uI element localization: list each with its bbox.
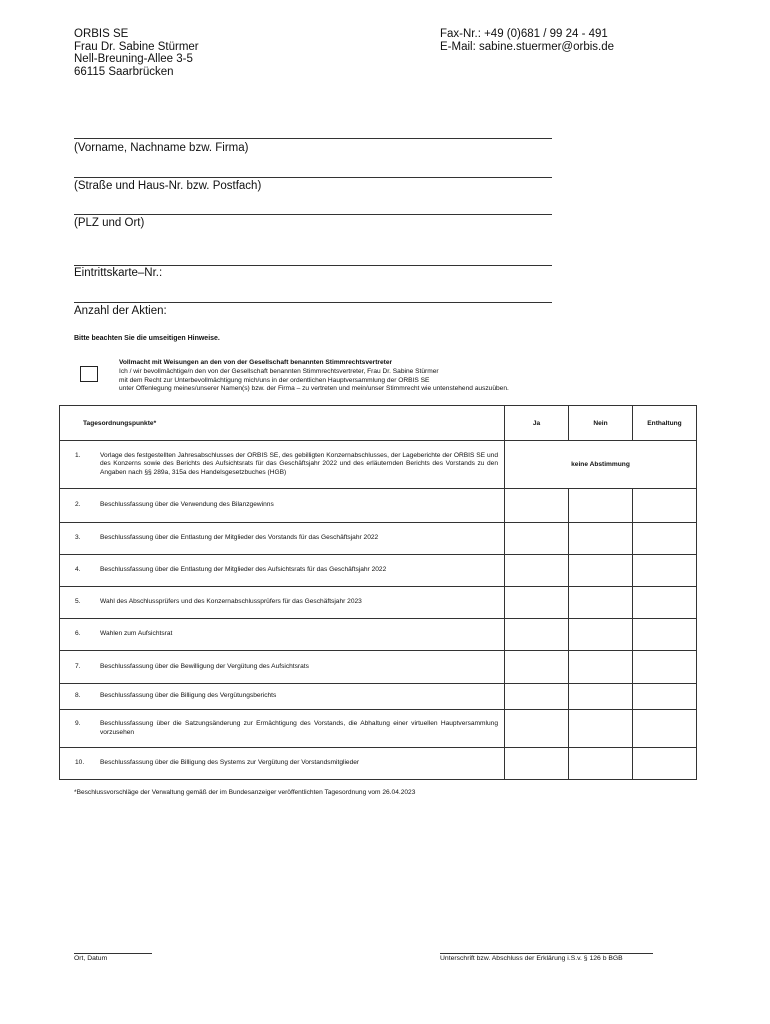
street-input-line[interactable] xyxy=(74,177,552,178)
agenda-item xyxy=(60,684,505,710)
agenda-number: 1. xyxy=(75,451,81,459)
table-row xyxy=(60,523,697,555)
vote-yes-cell[interactable] xyxy=(505,587,569,619)
place-date-line[interactable] xyxy=(74,953,152,954)
sender-city: 66115 Saarbrücken xyxy=(74,65,174,78)
sender-contact-info xyxy=(440,28,614,53)
place-date-label: Ort, Datum xyxy=(74,955,108,962)
agenda-item xyxy=(60,651,505,684)
city-field-label: (PLZ und Ort) xyxy=(74,217,145,229)
vote-yes-cell[interactable] xyxy=(505,489,569,523)
agenda-item xyxy=(60,710,505,748)
header-yes: Ja xyxy=(505,406,569,441)
table-row xyxy=(60,619,697,651)
agenda-number: 2. xyxy=(75,501,81,509)
vote-yes-cell[interactable] xyxy=(505,651,569,684)
vote-abstain-cell[interactable] xyxy=(633,619,697,651)
agenda-item xyxy=(60,441,505,489)
agenda-text: Wahlen zum Aufsichtsrat xyxy=(100,630,173,638)
vote-no-cell[interactable] xyxy=(569,523,633,555)
table-row xyxy=(60,489,697,523)
proxy-title: Vollmacht mit Weisungen an den von der Gesellschaft benannten Stimmrechtsvertreter xyxy=(119,359,393,366)
vote-yes-cell[interactable] xyxy=(505,748,569,780)
vote-abstain-cell[interactable] xyxy=(633,587,697,619)
header-topic: Tagesordnungspunkte* xyxy=(60,406,505,441)
table-row xyxy=(60,441,697,489)
sender-contact: Frau Dr. Sabine Stürmer xyxy=(74,40,199,53)
agenda-item xyxy=(60,489,505,523)
agenda-text: Beschlussfassung über die Entlastung der Mitglieder des Aufsichtsrats für das Geschäftsjahr 2022 xyxy=(100,566,387,574)
vote-no-cell[interactable] xyxy=(569,748,633,780)
table-row xyxy=(60,684,697,710)
shares-input-line[interactable] xyxy=(74,302,552,303)
agenda-text: Beschlussfassung über die Satzungsänderung zur Ermächtigung des Vorstands, die Abhaltung einer virtuellen Hauptversammlung vorzusehen xyxy=(100,719,498,736)
proxy-checkbox[interactable] xyxy=(80,366,98,382)
vote-no-cell[interactable] xyxy=(569,684,633,710)
agenda-number: 4. xyxy=(75,566,81,574)
table-row xyxy=(60,748,697,780)
ticket-input-line[interactable] xyxy=(74,265,552,266)
city-input-line[interactable] xyxy=(74,214,552,215)
agenda-item xyxy=(60,555,505,587)
agenda-text: Beschlussfassung über die Billigung des Systems zur Vergütung der Vorstandsmitglieder xyxy=(100,759,360,767)
vote-abstain-cell[interactable] xyxy=(633,684,697,710)
header-abstain: Enthaltung xyxy=(633,406,697,441)
agenda-number: 8. xyxy=(75,692,81,700)
agenda-table xyxy=(59,405,697,780)
vote-no-cell[interactable] xyxy=(569,489,633,523)
agenda-item xyxy=(60,748,505,780)
signature-label: Unterschrift bzw. Abschluss der Erklärung i.S.v. § 126 b BGB xyxy=(440,955,623,962)
sender-company: ORBIS SE xyxy=(74,28,129,40)
vote-abstain-cell[interactable] xyxy=(633,710,697,748)
vote-no-cell[interactable] xyxy=(569,587,633,619)
sender-address xyxy=(74,28,199,78)
vote-yes-cell[interactable] xyxy=(505,523,569,555)
email-address: E-Mail: sabine.stuermer@orbis.de xyxy=(440,40,615,53)
table-row xyxy=(60,587,697,619)
vote-abstain-cell[interactable] xyxy=(633,651,697,684)
vote-no-cell[interactable] xyxy=(569,619,633,651)
proxy-line-1: Ich / wir bevollmächtige/n den von der Gesellschaft benannten Stimmrechtsvertreter, Frau Dr. Sabine Stürmer xyxy=(119,367,439,375)
agenda-text: Beschlussfassung über die Verwendung des Bilanzgewinns xyxy=(100,501,274,509)
table-header-row xyxy=(60,406,697,441)
agenda-text: Beschlussfassung über die Bewilligung der Vergütung des Aufsichtsrats xyxy=(100,662,309,670)
vote-yes-cell[interactable] xyxy=(505,710,569,748)
proxy-text xyxy=(119,359,509,394)
vote-yes-cell[interactable] xyxy=(505,555,569,587)
vote-abstain-cell[interactable] xyxy=(633,523,697,555)
agenda-item xyxy=(60,587,505,619)
agenda-text: Wahl des Abschlussprüfers und des Konzernabschlussprüfers für das Geschäftsjahr 2023 xyxy=(100,598,362,606)
table-row xyxy=(60,710,697,748)
agenda-number: 7. xyxy=(75,662,81,670)
agenda-number: 9. xyxy=(75,719,81,727)
agenda-item xyxy=(60,619,505,651)
vote-abstain-cell[interactable] xyxy=(633,555,697,587)
signature-line[interactable] xyxy=(440,953,653,954)
ticket-field-label: Eintrittskarte–Nr.: xyxy=(74,267,163,279)
vote-yes-cell[interactable] xyxy=(505,684,569,710)
vote-yes-cell[interactable] xyxy=(505,619,569,651)
vote-abstain-cell[interactable] xyxy=(633,489,697,523)
shares-field-label: Anzahl der Aktien: xyxy=(74,305,167,317)
agenda-text: Vorlage des festgestellten Jahresabschlusses der ORBIS SE, des gebilligten Konzernabschlusses, der Lageberichte der ORBIS SE und des Konzerns sowie des Berichts des Aufsichtsrats für das Geschäftsjahr 2022 und des erläuternden Berichts des Vorstands zu den Angaben nach §§ 289a, 315a des Handelsgesetzbuches (HGB) xyxy=(100,451,498,476)
proxy-line-3: unter Offenlegung meines/unserer Namen(s) bzw. der Firma – zu vertreten und mein/unser Stimmrecht wie untenstehend auszuüben. xyxy=(119,385,509,393)
vote-no-cell[interactable] xyxy=(569,710,633,748)
agenda-text: Beschlussfassung über die Entlastung der Mitglieder des Vorstands für das Geschäftsjahr 2022 xyxy=(100,534,379,542)
agenda-number: 3. xyxy=(75,534,81,542)
sender-street: Nell-Breuning-Allee 3-5 xyxy=(74,53,193,65)
street-field-label: (Straße und Haus-Nr. bzw. Postfach) xyxy=(74,180,262,192)
table-row xyxy=(60,651,697,684)
agenda-number: 10. xyxy=(75,759,85,767)
name-input-line[interactable] xyxy=(74,138,552,139)
table-row xyxy=(60,555,697,587)
fax-number: Fax-Nr.: +49 (0)681 / 99 24 - 491 xyxy=(440,28,608,40)
proxy-line-2: mit dem Recht zur Unterbevollmächtigung mich/uns in der ordentlichen Hauptversammlung der ORBIS SE xyxy=(119,376,430,384)
hint-note: Bitte beachten Sie die umseitigen Hinweise. xyxy=(74,335,220,342)
agenda-text: Beschlussfassung über die Billigung des Vergütungsberichts xyxy=(100,692,277,700)
name-field-label: (Vorname, Nachname bzw. Firma) xyxy=(74,142,249,154)
vote-no-cell[interactable] xyxy=(569,555,633,587)
agenda-item xyxy=(60,523,505,555)
footnote: *Beschlussvorschläge der Verwaltung gemäß der im Bundesanzeiger veröffentlichten Tagesordnung vom 26.04.2023 xyxy=(74,789,416,796)
header-no: Nein xyxy=(569,406,633,441)
agenda-number: 6. xyxy=(75,630,81,638)
vote-no-cell[interactable] xyxy=(569,651,633,684)
agenda-number: 5. xyxy=(75,598,81,606)
no-vote-cell: keine Abstimmung xyxy=(505,441,697,489)
vote-abstain-cell[interactable] xyxy=(633,748,697,780)
